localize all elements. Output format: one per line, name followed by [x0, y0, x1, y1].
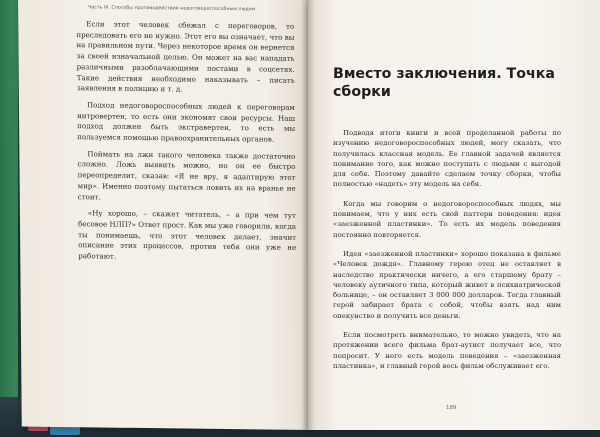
right-paragraph-1: Подводя итоги книги и всей проделанной работы по изучению недоговороспособных людей, могу сказать, что получилась классная модель. Ее главной задачей является понимание того, как можно поступать с людьми с выгодой для себя. Поэтому давайте сделаем точку сборки, чтобы полностью «надеть» эту модель на себя.: [333, 129, 561, 189]
left-paragraph-1: Если этот человек сбежал с переговоров, то преследовать его не нужно. Этот его вы означает, что вы на правильном пути. Через некоторое время он вернется за своей изначальной целью. Он может на вас нападать различными разоблачающими постами в соцсетях. Такие действия необходимо наказывать – писать заявления в полицию и т. д.: [76, 19, 295, 94]
page-number: 189: [446, 405, 457, 411]
right-paragraph-3: Идея «заезженной пластинки» хорошо показана в фильме «Человек дождя». Главному герою отец не оставляет в наследство практически ничего, а его старшему брату – человеку аутичного типа, который живет в психиатрической больнице, – он оставляет 3 000 000 долларов. Тогда главный герой забирает брата с собой, чтобы взять над ним опекунство и получить все деньги.: [333, 249, 561, 320]
left-page: [18, 0, 312, 430]
left-paragraph-4: «Ну хорошо, – скажет читатель, – а при чем тут бесовое НЛП?» Ответ прост. Как мы уже говорили, когда ты понимаешь, что этот человек делает, значит описание этих процессов, против тебя они уже не работают.: [77, 208, 297, 261]
right-paragraph-4: Если посмотреть внимательно, то можно увидеть, что на протяжении всего фильма брат-аутист получает все, что попросит. У него есть модель поведения – «заезженная пластинка», и главный герой весь фильм обслуживает его.: [333, 331, 561, 370]
left-paragraph-3: Поймать на лжи такого человека также достаточно сложно. Ложь выявить можно, но он ее быстро переопределит, сказав: «Я не вру, я адаптирую этот мир». Именно поэтому пытаться ловить их на вранье не стоит.: [77, 149, 296, 202]
running-header: Часть III. Способы противодействия недоговороспособным людям: [88, 5, 256, 13]
right-page-text: [333, 128, 561, 380]
left-paragraph-2: Подход недоговороспособных людей к переговорам интровертен, то есть они экономят свои ресурсы. Наш подход должен быть экстравертен, то есть мы пользуемся помощью правоохранительных органов.: [77, 100, 296, 144]
book-gutter: [301, 0, 315, 430]
green-cover-edge: [0, 0, 18, 437]
right-paragraph-2: Когда мы говорим о недоговороспособных людях, мы понимаем, что у них есть свой паттерн поведения: идея «заезженной пластинки». То есть их модель поведения постоянно повторяется.: [333, 199, 561, 239]
left-page-text: [76, 19, 296, 270]
chapter-title: Вместо заключения. Точка сборки: [333, 66, 555, 100]
